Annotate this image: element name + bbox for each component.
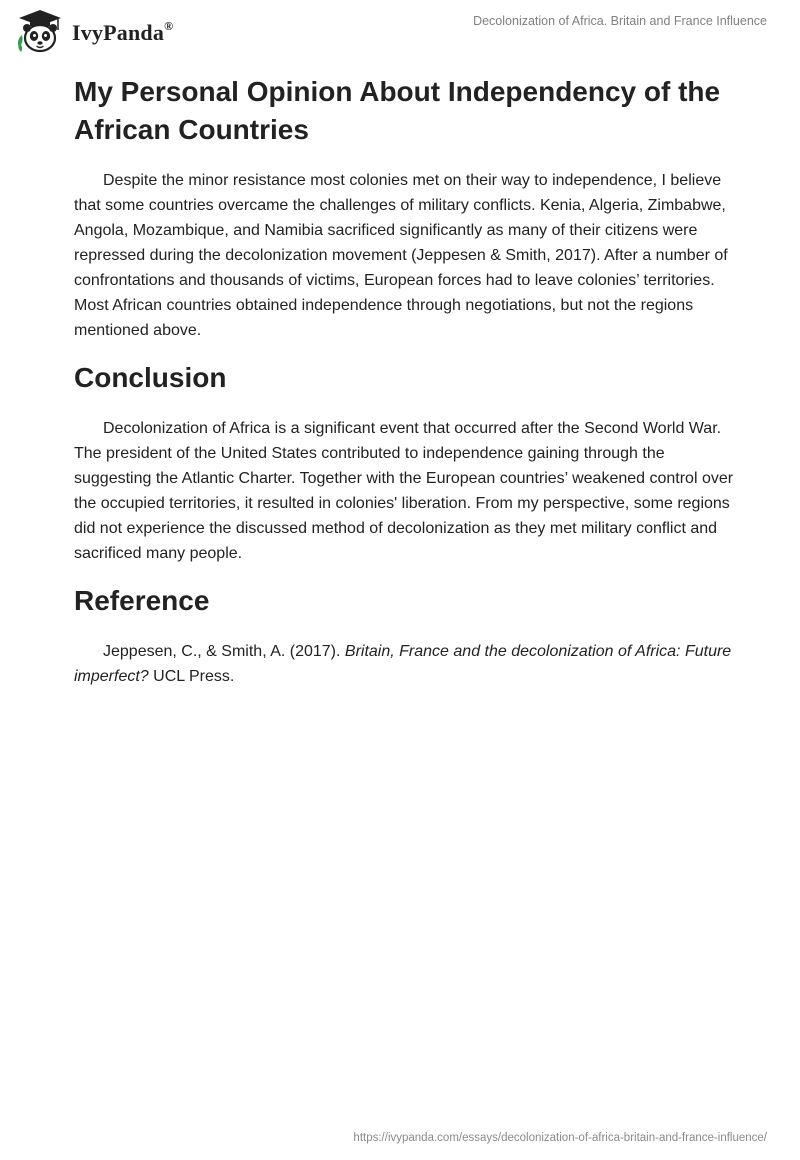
panda-logo-icon xyxy=(14,8,66,56)
reference-publisher: UCL Press. xyxy=(148,668,235,685)
logo-wordmark: IvyPanda® xyxy=(72,18,174,45)
ivypanda-logo[interactable] xyxy=(14,8,173,56)
section-heading-conclusion: Conclusion xyxy=(74,362,227,393)
reference-authors: Jeppesen, C., & Smith, A. (2017). xyxy=(103,643,345,660)
running-title: Decolonization of Africa. Britain and France Influence xyxy=(473,14,767,28)
reference-entry xyxy=(74,639,734,689)
section-heading-reference: Reference xyxy=(74,585,210,616)
section-paragraph-conclusion: Decolonization of Africa is a significant event that occurred after the Second World War. The president of the United States contributed to independence gaining through the suggesting the Atlantic Charter. Together with the European countries’ weakened control over the occupied territories, it resulted in colonies' liberation. From my perspective, some regions did not experience the discussed method of decolonization as they met military conflict and sacrificed many people. xyxy=(74,420,734,562)
page-header xyxy=(0,0,800,70)
section-heading-opinion: My Personal Opinion About Independency of the African Countries xyxy=(74,76,721,145)
reference-title: Britain, France and the decolonization of Africa: Future imperfect? xyxy=(74,643,732,685)
footer-url-link[interactable]: https://ivypanda.com/essays/decolonization-of-africa-britain-and-france-influence/ xyxy=(353,1132,767,1144)
essay-content xyxy=(74,70,734,689)
section-paragraph-opinion: Despite the minor resistance most colonies met on their way to independence, I believe that some countries overcame the challenges of military conflicts. Kenia, Algeria, Zimbabwe, Angola, Mozambique, and Namibia sacrificed significantly as many of their citizens were repressed during the decolonization movement (Jeppesen & Smith, 2017). After a number of confrontations and thousands of victims, European forces had to leave colonies’ territories. Most African countries obtained independence through negotiations, but not the regions mentioned above. xyxy=(74,172,728,339)
